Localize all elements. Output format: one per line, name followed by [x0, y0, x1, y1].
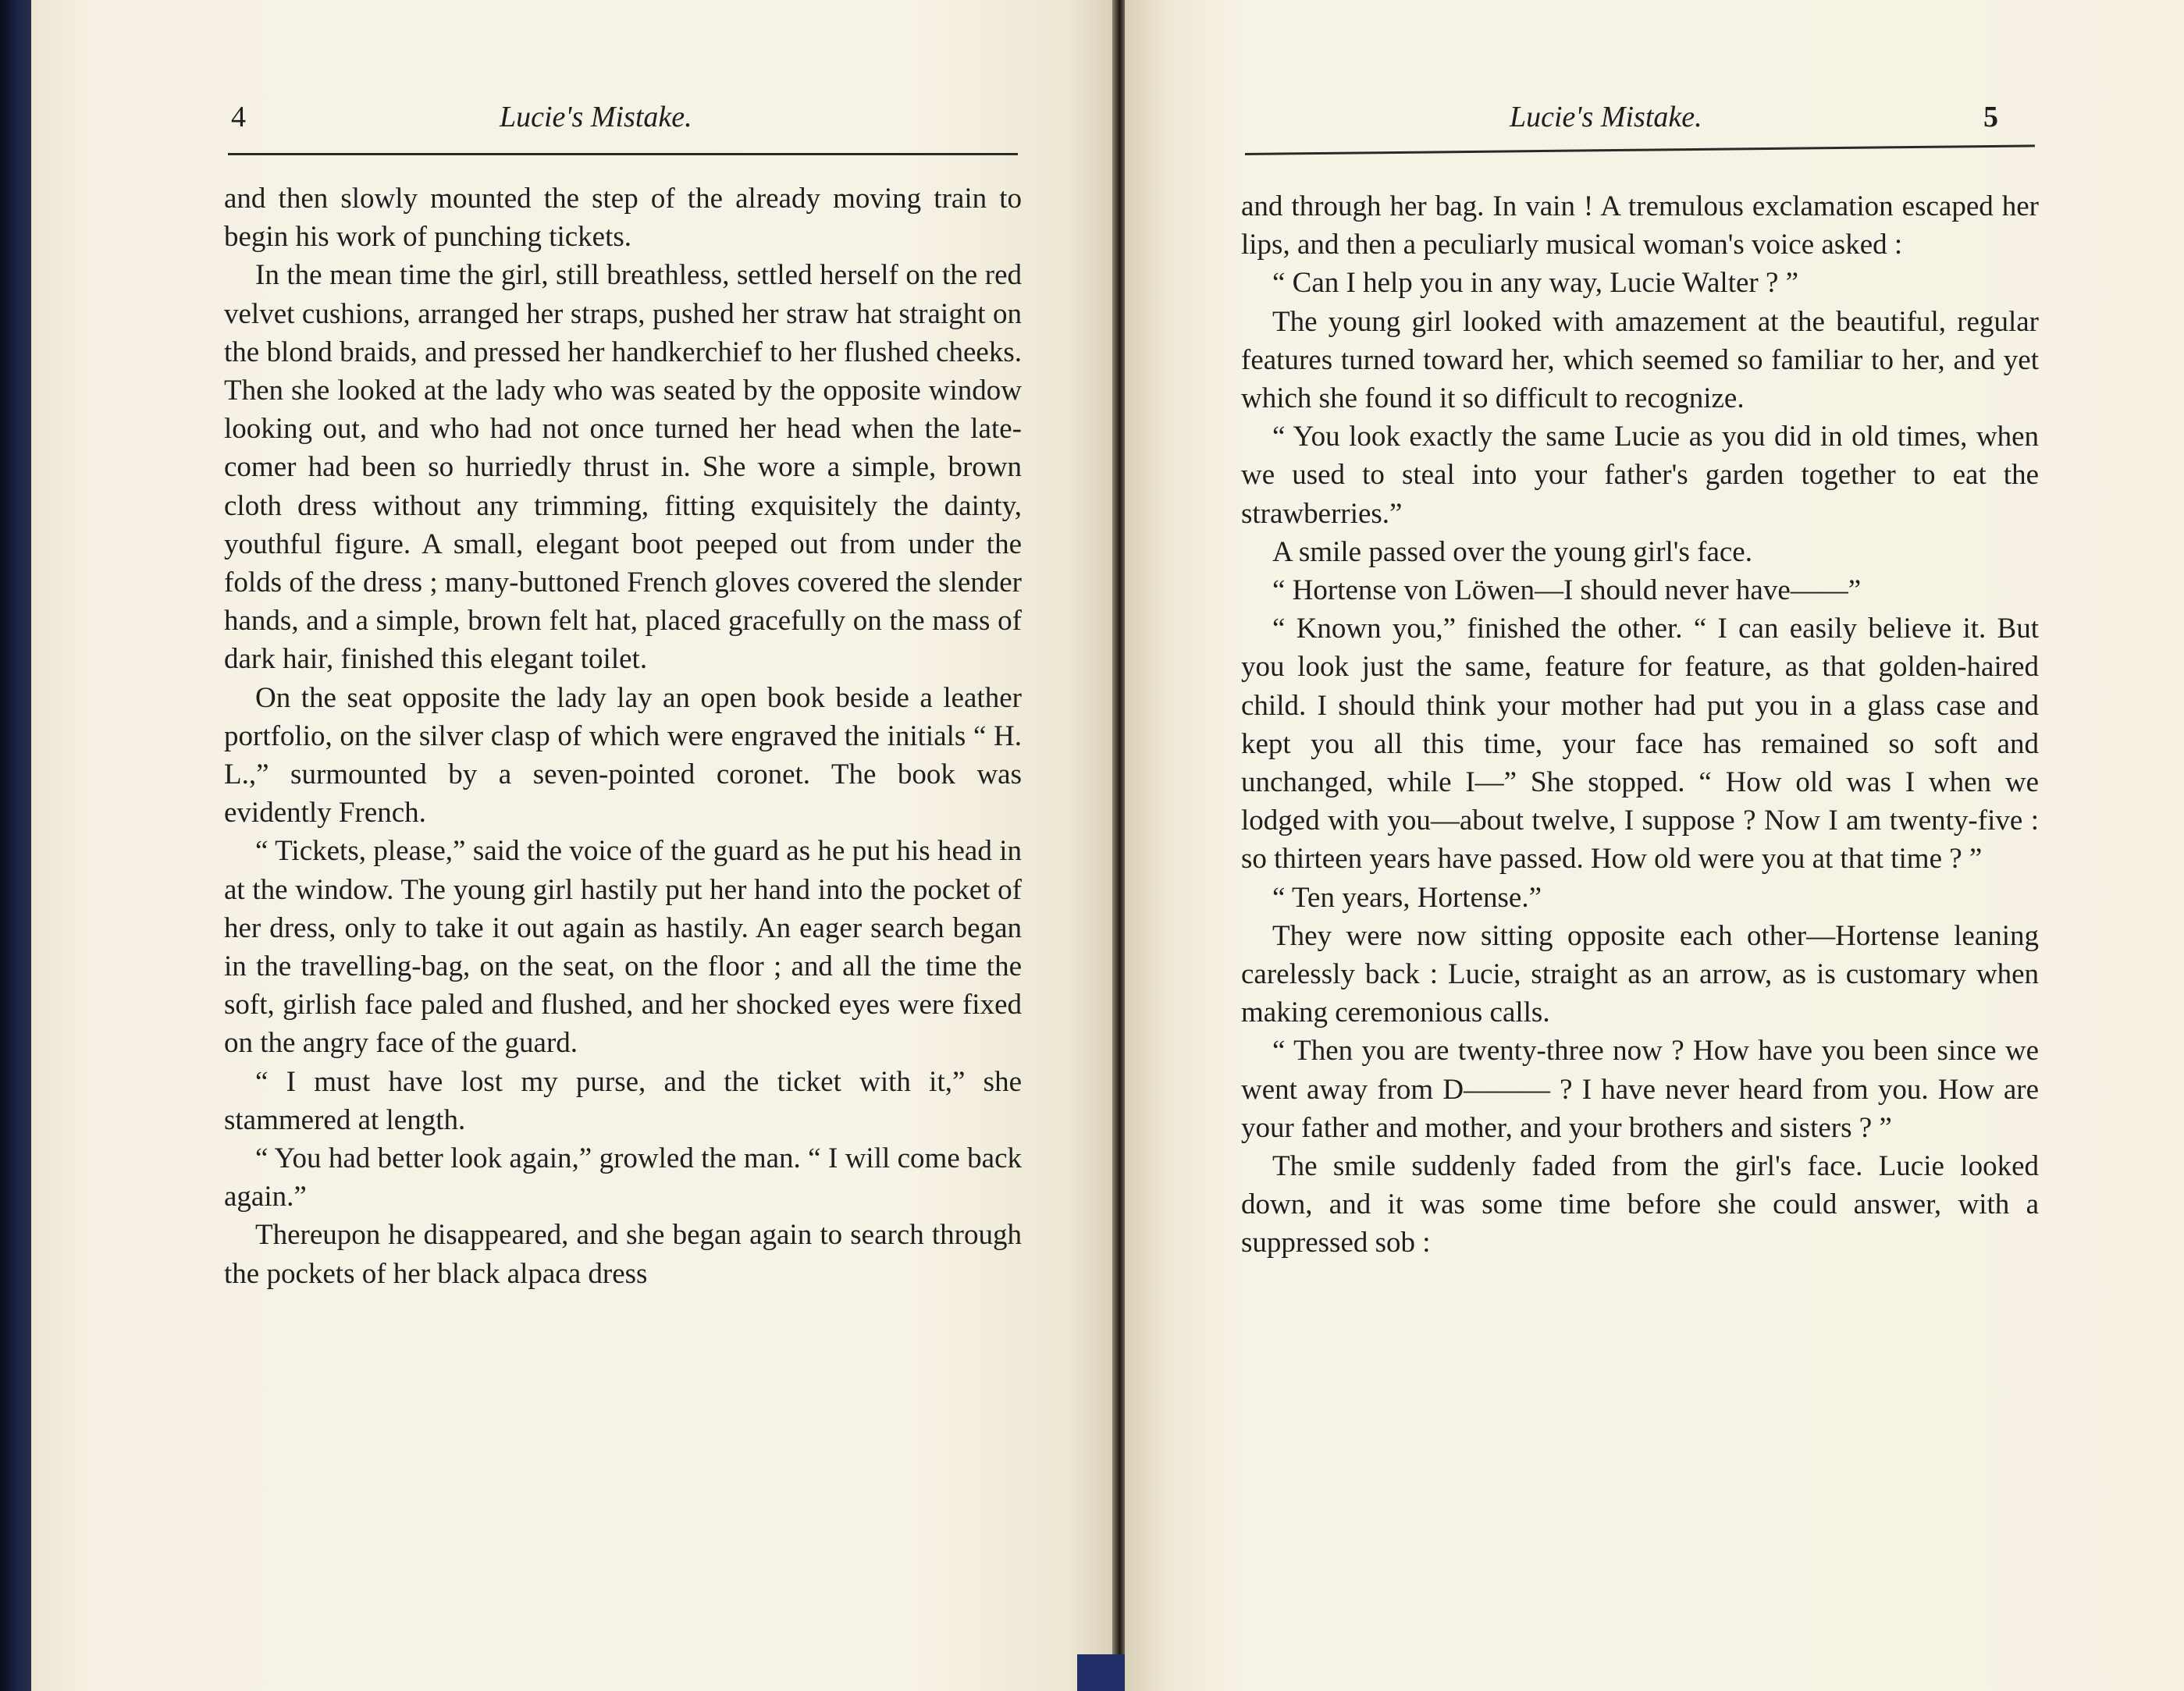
- paragraph: In the mean time the girl, still breathless, settled herself on the red velvet cushions, arranged her straps, pushed her straw hat straight on the blond braids, and pressed her handkerchief to her flushed cheeks. Then she looked at the lady who was seated by the opposite window looking out, and who had not once turned her head when the late-comer had been so hurriedly thrust in. She wore a simple, brown cloth dress without any trimming, fitting exquisitely the dainty, youthful figure. A small, elegant boot peeped out from under the folds of the dress ; many-buttoned French gloves covered the slender hands, and a simple, brown felt hat, placed gracefully on the mass of dark hair, finished this elegant toilet.: [224, 259, 1022, 676]
- spine-cloth: [1077, 1654, 1132, 1691]
- right-page: [1125, 0, 2184, 1691]
- paragraph: “ Known you,” finished the other. “ I can easily believe it. But you look just the same, feature for feature, as that golden-haired child. I should think your mother had put you in a glass case and kept you all this time, your face has remained so soft and unchanged, while I—” She stopped. “ How old was I when we lodged with you—about twelve, I suppose ? Now I am twenty-five : so thirteen years have passed. How old were you at that time ? ”: [1241, 613, 2039, 876]
- right-page-text: [1241, 187, 2039, 1263]
- paragraph: and through her bag. In vain ! A tremulous exclamation escaped her lips, and then a peculiarly musical woman's voice asked :: [1241, 190, 2039, 261]
- paragraph: A smile passed over the young girl's face.: [1272, 535, 1752, 568]
- paragraph: They were now sitting opposite each other—Hortense leaning carelessly back : Lucie, straight as an arrow, as is customary when making ceremonious calls.: [1241, 919, 2039, 1029]
- paragraph: “ Ten years, Hortense.”: [1272, 881, 1542, 914]
- book-cover-edge: [0, 0, 31, 1691]
- right-page-header: [1125, 100, 2184, 147]
- paragraph: “ Then you are twenty-three now ? How have you been since we went away from D——— ? I have never heard from you. How are your father and mother, and your brothers and sisters ? ”: [1241, 1035, 2039, 1144]
- paragraph: Thereupon he disappeared, and she began again to search through the pockets of her black alpaca dress: [224, 1219, 1022, 1290]
- left-header-rule: [228, 153, 1018, 155]
- paragraph: “ You look exactly the same Lucie as you did in old times, when we used to steal into your father's garden together to eat the strawberries.”: [1241, 421, 2039, 530]
- paragraph: “ Can I help you in any way, Lucie Walter ? ”: [1272, 267, 1799, 300]
- book-gutter: [1112, 0, 1125, 1691]
- left-running-title: Lucie's Mistake.: [500, 101, 692, 133]
- right-running-title: Lucie's Mistake.: [1510, 101, 1702, 133]
- left-page: [31, 0, 1112, 1691]
- paragraph: On the seat opposite the lady lay an open book beside a leather portfolio, on the silver clasp of which were engraved the initials “ H. L.,” surmounted by a seven-pointed coronet. The book was evidently French.: [224, 681, 1022, 830]
- paragraph: and then slowly mounted the step of the already moving train to begin his work of punching tickets.: [224, 183, 1022, 254]
- paragraph: “ Tickets, please,” said the voice of the guard as he put his head in at the window. The young girl hastily put her hand into the pocket of her dress, only to take it out again as hastily. An eager search began in the travelling-bag, on the seat, on the floor ; and all the time the soft, girlish face paled and flushed, and her shocked eyes were fixed on the angry face of the guard.: [224, 835, 1022, 1060]
- left-page-number: 4: [231, 101, 246, 133]
- paragraph: “ I must have lost my purse, and the ticket with it,” she stammered at length.: [224, 1065, 1022, 1136]
- paragraph: The smile suddenly faded from the girl's face. Lucie looked down, and it was some time before she could answer, with a suppressed sob :: [1241, 1150, 2039, 1259]
- paragraph: “ You had better look again,” growled the man. “ I will come back again.”: [224, 1142, 1022, 1213]
- left-page-header: [31, 100, 1112, 147]
- paragraph: “ Hortense von Löwen—I should never have——”: [1272, 574, 1862, 607]
- right-page-number: 5: [1983, 101, 1998, 133]
- paragraph: The young girl looked with amazement at the beautiful, regular features turned toward her, which seemed so familiar to her, and yet which she found it so difficult to recognize.: [1241, 305, 2039, 415]
- left-page-text: [224, 179, 1022, 1293]
